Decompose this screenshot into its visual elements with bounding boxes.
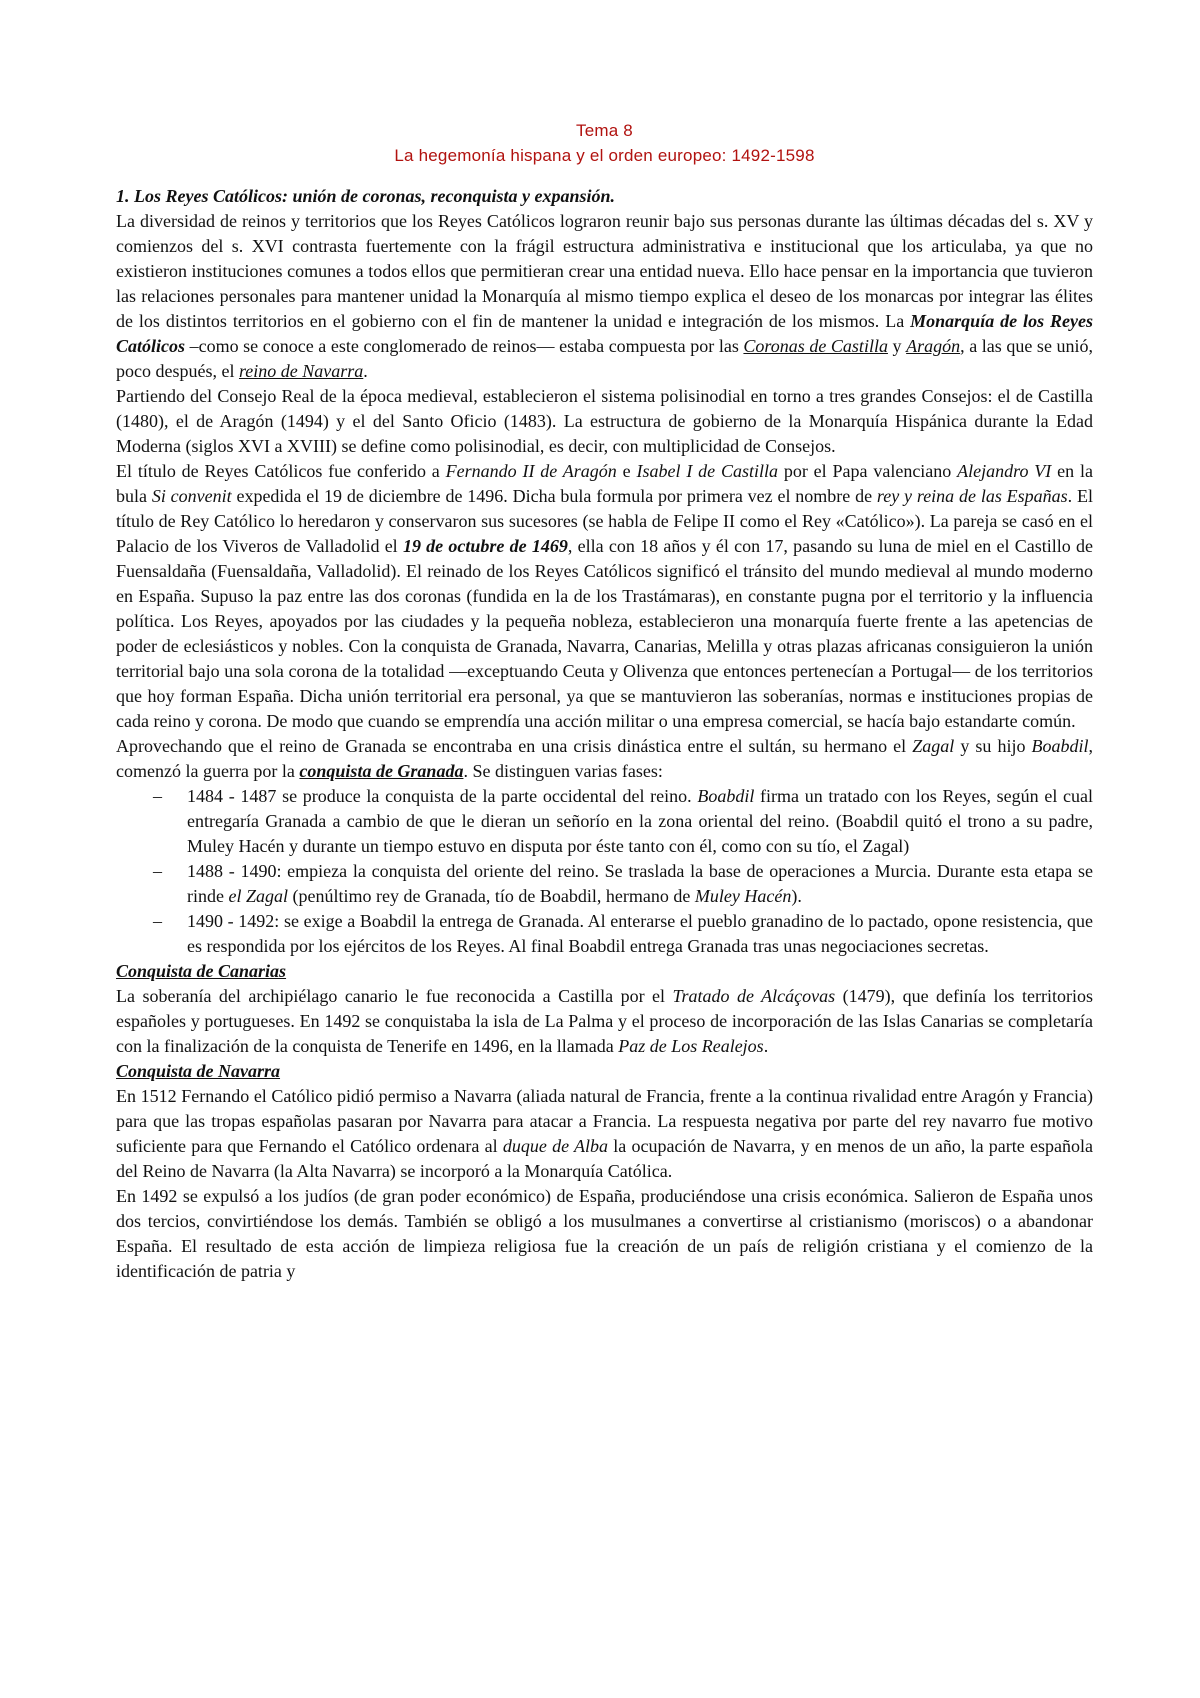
term-monarquia: Monarquía de los Reyes Católicos — [116, 311, 1093, 356]
term-reino-navarra: reino de Navarra — [238, 361, 364, 381]
paragraph-granada: Aprovechando que el reino de Granada se encontraba en una crisis dinástica entre el sultán, su hermano el Zagal y su hijo Boabdil, comenzó la guerra por la conquista de Granada. Se distinguen varias fases: — [116, 736, 1094, 781]
term-isabel: Isabel I de Castilla — [636, 461, 778, 481]
dash-bullet: – — [153, 786, 162, 806]
term-bula: Si convenit — [151, 486, 232, 506]
document-header — [116, 118, 1093, 168]
paragraph-navarra: En 1512 Fernando el Católico pidió permiso a Navarra (aliada natural de Francia, frente a la continua rivalidad entre Aragón y Francia) para que las tropas españolas pasaran por Navarra para atacar a Francia. La respuesta negativa por parte del rey navarro fue motivo suficiente para que Fernando el Católico ordenara al duque de Alba la ocupación de Navarra, y en menos de un año, la parte española del Reino de Navarra (la Alta Navarra) se incorporó a la Monarquía Católica. — [116, 1086, 1094, 1181]
term-muley-hacen: Muley Hacén — [694, 886, 792, 906]
term-paz-realejos: Paz de Los Realejos — [618, 1036, 764, 1056]
dash-bullet: – — [153, 861, 162, 881]
heading-canarias: Conquista de Canarias — [116, 961, 287, 981]
term-fecha-boda: 19 de octubre de 1469 — [402, 536, 568, 556]
term-tratado: Tratado de Alcáçovas — [672, 986, 836, 1006]
term-aragon: Aragón — [906, 336, 961, 356]
term-boabdil: Boabdil — [1031, 736, 1089, 756]
term-fernando: Fernando II de Aragón — [445, 461, 617, 481]
paragraph-diversidad: La diversidad de reinos y territorios que los Reyes Católicos lograron reunir bajo sus personas durante las últimas décadas del s. XV y comienzos del s. XVI contrasta fuertemente con la frágil estructura administrativa e institucional que los articulaba, ya que no existieron instituciones comunes a todos ellos que permitieran crear una entidad nueva. Ello hace pensar en la importancia que tuvieron las relaciones personales para mantener unidad la Monarquía al mismo tiempo explica el deseo de los monarcas por integrar las élites de los distintos territorios en el gobierno con el fin de mantener la unidad e integración de los mismos. La Monarquía de los Reyes Católicos –como se conoce a este conglomerado de reinos— estaba compuesta por las Coronas de Castilla y Aragón, a las que se unió, poco después, el reino de Navarra. — [116, 211, 1094, 381]
paragraph-canarias: La soberanía del archipiélago canario le fue reconocida a Castilla por el Tratado de Alcáçovas (1479), que definía los territorios españoles y portugueses. En 1492 se conquistaba la isla de La Palma y el proceso de incorporación de las Islas Canarias se completaría con la finalización de la conquista de Tenerife en 1496, en la llamada Paz de Los Realejos. — [116, 986, 1093, 1056]
fases-list — [116, 784, 1093, 959]
list-item: – 1490 - 1492: se exige a Boabdil la entrega de Granada. Al enterarse el pueblo granadino de lo pactado, opone resistencia, que es respondida por los ejércitos de los Reyes. Al final Boabdil entrega Granada tras unas negociaciones secretas. — [153, 911, 1093, 956]
list-item: – 1488 - 1490: empieza la conquista del oriente del reino. Se traslada la base de operaciones a Murcia. Durante esta etapa se rinde el Zagal (penúltimo rey de Granada, tío de Boabdil, hermano de Muley Hacén). — [153, 861, 1093, 906]
term-el-zagal: el Zagal — [228, 886, 288, 906]
section-heading: 1. Los Reyes Católicos: unión de coronas, reconquista y expansión. — [116, 186, 616, 206]
term-alejandro: Alejandro VI — [957, 461, 1052, 481]
term-conquista-granada: conquista de Granada — [299, 761, 464, 781]
list-item: – 1484 - 1487 se produce la conquista de la parte occidental del reino. Boabdil firma un tratado con los Reyes, según el cual entregaría Granada a cambio de que le dieran un señorío en la zona oriental del reino. (Boabdil quitó el trono a su padre, Muley Hacén y durante un tiempo estuvo en disputa por éste tanto con él, como con su tío, el Zagal) — [153, 786, 1094, 856]
term-zagal: Zagal — [912, 736, 955, 756]
paragraph-titulo: El título de Reyes Católicos fue conferido a Fernando II de Aragón e Isabel I de Castilla por el Papa valenciano Alejandro VI en la bula Si convenit expedida el 19 de diciembre de 1496. Dicha bula formula por primera vez el nombre de rey y reina de las Españas. El título de Rey Católico lo heredaron y conservaron sus sucesores (se habla de Felipe II como el Rey «Católico»). La pareja se casó en el Palacio de los Viveros de Valladolid el 19 de octubre de 1469, ella con 18 años y él con 17, pasando su luna de miel en el Castillo de Fuensaldaña (Fuensaldaña, Valladolid). El reinado de los Reyes Católicos significó el tránsito del mundo medieval al mundo moderno en España. Supuso la paz entre las dos coronas (fundida en la de los Trastámaras), en constante pugna por el territorio y la influencia política. Los Reyes, apoyados por las ciudades y la pequeña nobleza, establecieron una monarquía fuerte frente a las apetencias de poder de eclesiásticos y nobles. Con la conquista de Granada, Navarra, Canarias, Melilla y otras plazas africanas consiguieron la unión territorial bajo una sola corona de la totalidad —exceptuando Ceuta y Olivenza que entonces pertenecían a Portugal— de los territorios que hoy forman España. Dicha unión territorial era personal, ya que se mantuvieron las soberanías, normas e instituciones propias de cada reino y corona. De modo que cuando se emprendía una acción militar o una empresa comercial, se hacía bajo estandarte común. — [116, 461, 1093, 731]
term-coronas: Coronas de Castilla — [743, 336, 888, 356]
document-title: La hegemonía hispana y el orden europeo: 1492-1598 — [394, 146, 815, 165]
paragraph-consejos: Partiendo del Consejo Real de la época medieval, establecieron el sistema polisinodial en torno a tres grandes Consejos: el de Castilla (1480), el de Aragón (1494) y el del Santo Oficio (1483). La estructura de gobierno de la Monarquía Hispánica durante la Edad Moderna (siglos XVI a XVIII) se define como polisinodial, es decir, con multiplicidad de Consejos. — [116, 386, 1093, 456]
tema-number: Tema 8 — [576, 121, 633, 140]
term-rey-reina: rey y reina de las Españas — [876, 486, 1068, 506]
term-boabdil: Boabdil — [697, 786, 755, 806]
term-duque-alba: duque de Alba — [502, 1136, 608, 1156]
heading-navarra: Conquista de Navarra — [116, 1061, 281, 1081]
paragraph-expulsion: En 1492 se expulsó a los judíos (de gran poder económico) de España, produciéndose una crisis económica. Salieron de España unos dos tercios, convirtiéndose los demás. También se obligó a los musulmanes a convertirse al cristianismo (moriscos) o a abandonar España. El resultado de esta acción de limpieza religiosa fue la creación de un país de religión cristiana y el comienzo de la identificación de patria y — [116, 1186, 1093, 1281]
dash-bullet: – — [153, 911, 162, 931]
